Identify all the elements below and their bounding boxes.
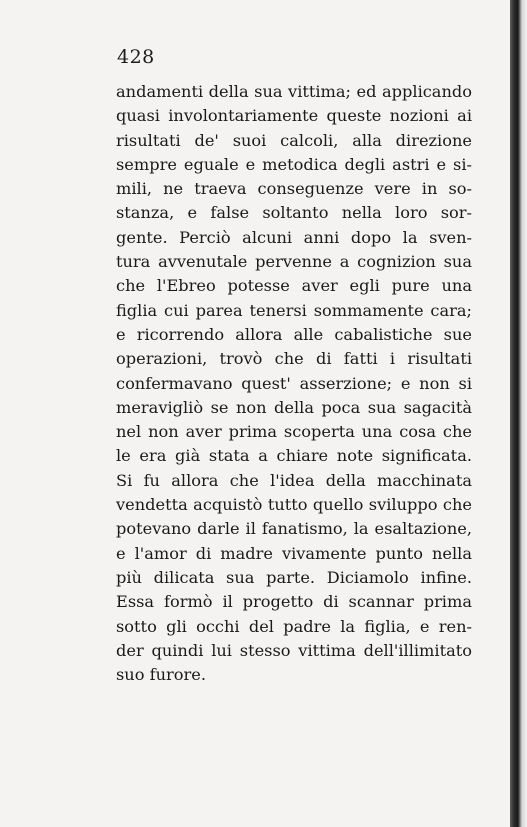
body-text <box>116 80 472 687</box>
page-edge-shadow <box>510 0 527 827</box>
text-line: meravigliò se non della poca sua sagacità <box>116 397 472 417</box>
text-line: potevano darle il fanatismo, la esaltazione, <box>116 519 472 539</box>
text-line: figlia cui parea tenersi sommamente cara; <box>116 300 472 320</box>
text-line: der quindi lui stesso vittima dell'illimitato <box>116 640 472 660</box>
text-line: sotto gli occhi del padre la figlia, e ren- <box>116 616 472 636</box>
text-line: gente. Perciò alcuni anni dopo la sven- <box>116 227 472 247</box>
text-line: e ricorrendo allora alle cabalistiche sue <box>116 324 472 344</box>
text-line: quasi involontariamente queste nozioni ai <box>116 106 472 126</box>
text-line: che l'Ebreo potesse aver egli pure una <box>116 276 472 296</box>
text-line: sempre eguale e metodica degli astri e si- <box>116 154 472 174</box>
text-line: confermavano quest' asserzione; e non si <box>116 373 472 393</box>
text-line: andamenti della sua vittima; ed applicando <box>116 82 472 101</box>
text-line: tura avvenutale pervenne a cognizion sua <box>116 252 472 272</box>
text-line: Si fu allora che l'idea della macchinata <box>116 470 472 490</box>
text-line: risultati de' suoi calcoli, alla direzione <box>116 130 472 150</box>
text-line: stanza, e false soltanto nella loro sor- <box>116 203 472 223</box>
text-line: Essa formò il progetto di scannar prima <box>116 592 472 612</box>
text-line: vendetta acquistò tutto quello sviluppo che <box>116 495 472 515</box>
text-line: operazioni, trovò che di fatti i risultati <box>116 349 472 369</box>
text-line: più dilicata sua parte. Diciamolo infine. <box>116 567 472 587</box>
text-line: suo furore. <box>116 665 206 685</box>
text-line: le era già stata a chiare note significata. <box>116 446 472 466</box>
page-number: 428 <box>117 46 155 68</box>
text-line: mili, ne traeva conseguenze vere in so- <box>116 179 472 199</box>
text-line: e l'amor di madre vivamente punto nella <box>116 543 472 563</box>
text-line: nel non aver prima scoperta una cosa che <box>116 422 472 442</box>
